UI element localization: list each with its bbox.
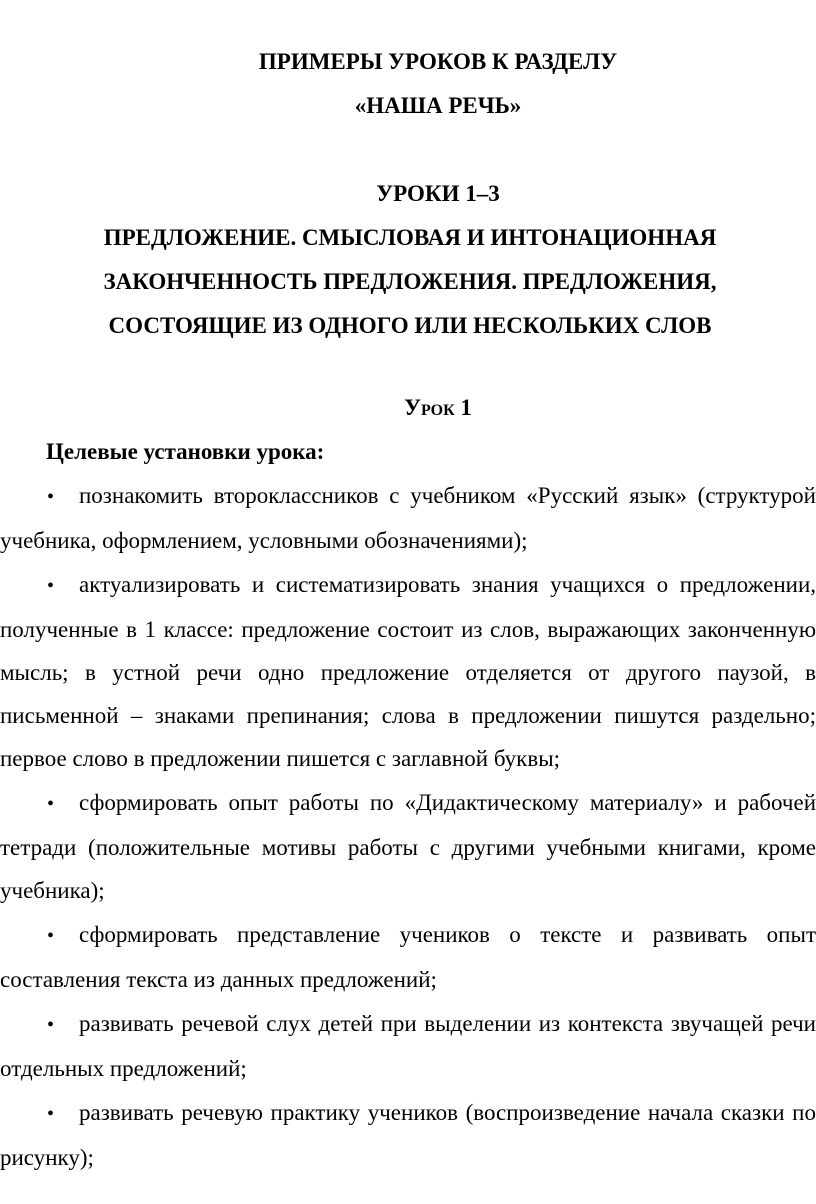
page-title-line-2: «НАША РЕЧЬ» (354, 93, 522, 118)
bullet-icon: • (47, 575, 55, 597)
bullet-icon: • (47, 793, 55, 815)
lesson-title (30, 386, 816, 430)
section-heading (60, 216, 760, 348)
lesson-label: Урок (404, 395, 455, 420)
goal-item (0, 1091, 816, 1179)
goals-label: Целевые установки урока: (46, 439, 325, 464)
section-heading-line-1: ПРЕДЛОЖЕНИЕ. СМЫСЛОВАЯ И ИНТОНАЦИОННАЯ (103, 225, 717, 250)
goal-text: познакомить второклассников с учебником «Русский язык» (структурой учебника, оформлением, условными обозначениями); (0, 483, 816, 553)
goal-text: развивать речевой слух детей при выделении из контекста звучащей речи отдельных предложений; (0, 1011, 816, 1081)
goal-text: сформировать опыт работы по «Дидактическому материалу» и рабочей тетради (положительные мотивы работы с другими учебными книгами, кроме учебника); (0, 790, 816, 903)
page-title-line-1: ПРИМЕРЫ УРОКОВ К РАЗДЕЛУ (258, 49, 618, 74)
bullet-icon: • (47, 925, 55, 947)
lesson-number: 1 (460, 395, 472, 420)
goal-text: сформировать представление учеников о тексте и развивать опыт составления текста из данных предложений; (0, 922, 816, 992)
goal-text: актуализировать и систематизировать знания учащихся о предложении, полученные в 1 классе: предложение состоит из слов, выражающих законченную мысль; в устной речи одно предложение отделяется от другого паузой, в письменной – знаками препинания; слова в предложении пишутся раздельно; первое слово в предложении пишется с заглавной буквы; (0, 572, 816, 771)
bullet-icon: • (47, 1014, 55, 1036)
bullet-icon: • (47, 486, 55, 508)
goal-item (0, 474, 816, 562)
goal-item (0, 563, 816, 780)
goal-item (0, 913, 816, 1001)
lessons-range: УРОКИ 1–3 (376, 181, 500, 206)
goal-text: развивать речевую практику учеников (воспроизведение начала сказки по рисунку); (0, 1100, 816, 1170)
goals-list (0, 474, 816, 1180)
section-heading-line-2: ЗАКОНЧЕННОСТЬ ПРЕДЛОЖЕНИЯ. ПРЕДЛОЖЕНИЯ, (103, 269, 717, 294)
goal-item (0, 781, 816, 912)
section-heading-line-3: СОСТОЯЩИЕ ИЗ ОДНОГО ИЛИ НЕСКОЛЬКИХ СЛОВ (108, 313, 712, 338)
goal-item (0, 1002, 816, 1090)
bullet-icon: • (47, 1103, 55, 1125)
